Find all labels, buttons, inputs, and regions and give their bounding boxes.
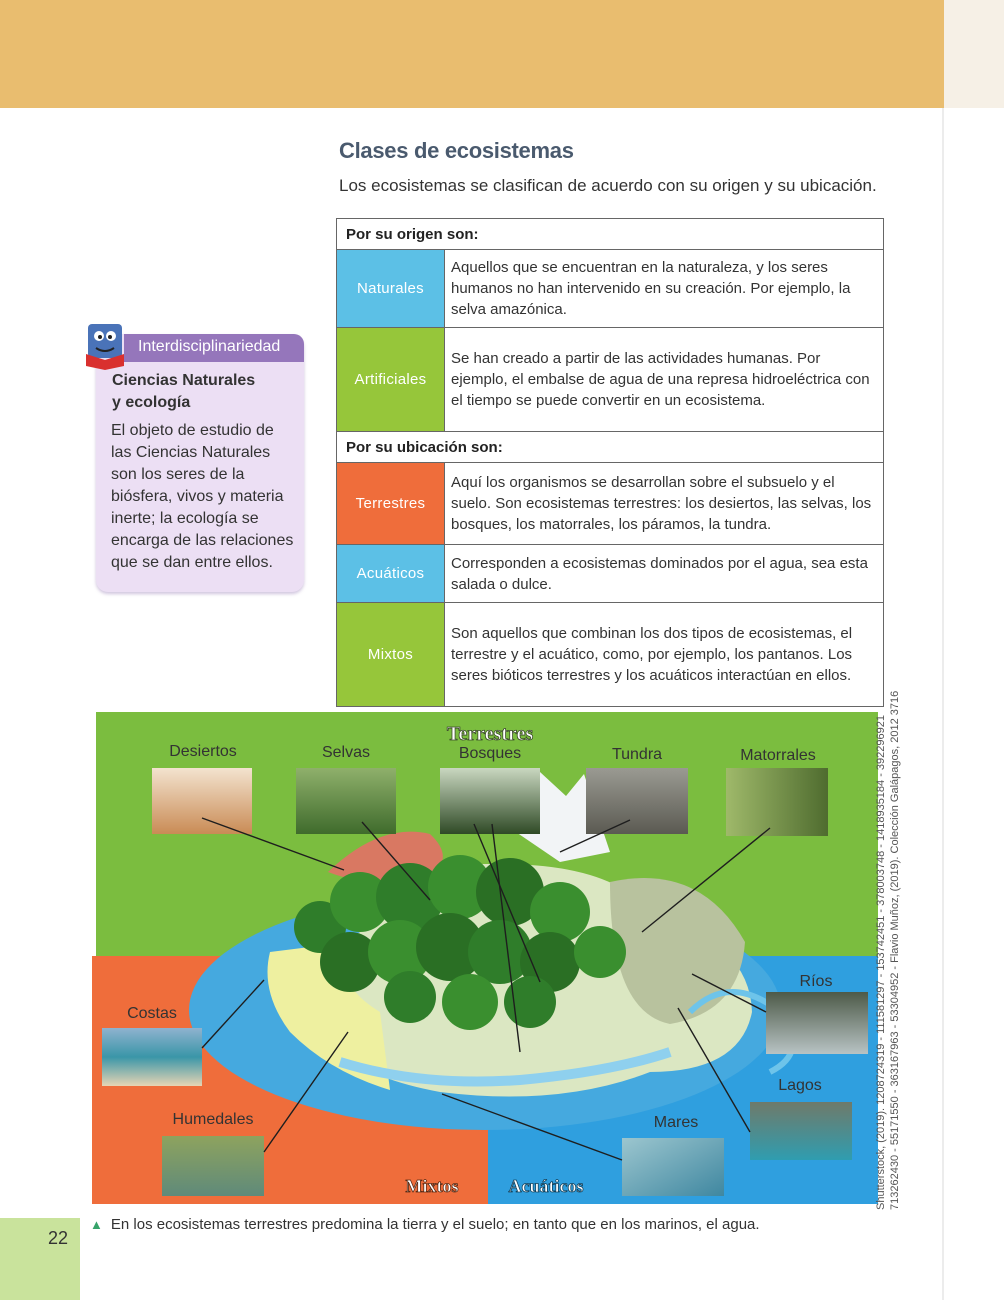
location-header-row bbox=[337, 432, 884, 463]
forest-photo bbox=[440, 768, 540, 834]
interdisciplinary-header: Interdisciplinariedad bbox=[138, 338, 281, 355]
sidebar-subtitle bbox=[112, 370, 292, 414]
shrubland-photo bbox=[726, 768, 828, 836]
table-row bbox=[337, 328, 884, 432]
table-row bbox=[337, 463, 884, 545]
label-naturales: Naturales bbox=[337, 250, 445, 328]
label-acuaticos: Acuáticos bbox=[337, 545, 445, 603]
sidebar-subtitle-line2: y ecología bbox=[112, 394, 191, 411]
label-lagos: Lagos bbox=[778, 1077, 822, 1094]
terrestrial-title: Terrestres bbox=[446, 723, 534, 745]
sea-photo bbox=[622, 1138, 724, 1196]
table-row bbox=[337, 250, 884, 328]
desc-naturales: Aquellos que se encuentran en la naturaleza, y los seres humanos no han intervenido en su creación. Por ejemplo, la selva amazónica. bbox=[445, 250, 884, 328]
triangle-icon: ▲ bbox=[90, 1217, 103, 1232]
sidebar-body: El objeto de estudio de las Ciencias Naturales son los seres de la biósfera, vivos y materia inerte; la ecología se encarga de las relaciones que se dan entre ellos. bbox=[111, 422, 294, 571]
caption-text: En los ecosistemas terrestres predomina la tierra y el suelo; en tanto que en los marinos, el agua. bbox=[110, 1216, 760, 1233]
table-row bbox=[337, 603, 884, 707]
book-mascot-icon bbox=[80, 316, 136, 372]
desc-mixtos: Son aquellos que combinan los dos tipos de ecosistemas, el terrestre y el acuático, como, por ejemplo, los pantanos. Los seres bióticos terrestres y los acuáticos interactúan en ellos. bbox=[445, 603, 884, 707]
credits-line1: Shutterstock, (2019). 1208724319 - 111581297 - 153742451 - 378003748 - 1418935184 - 392296921 bbox=[875, 715, 887, 1210]
sidebar-subtitle-line1: Ciencias Naturales bbox=[112, 372, 256, 389]
label-selvas: Selvas bbox=[321, 744, 371, 761]
lake-photo bbox=[750, 1102, 852, 1160]
desert-photo bbox=[152, 768, 252, 834]
label-matorrales: Matorrales bbox=[740, 747, 816, 764]
label-mixtos: Mixtos bbox=[337, 603, 445, 707]
label-mares: Mares bbox=[653, 1114, 699, 1131]
table-row bbox=[337, 545, 884, 603]
intro-text: Los ecosistemas se clasifican de acuerdo con su origen y su ubicación. bbox=[339, 176, 877, 195]
credits-line2: 713262430 - 55171550 - 363167963 - 53304952 - Flavio Muñoz, (2019). Colección Galápagos, 2012 3716 bbox=[889, 690, 901, 1210]
label-terrestres: Terrestres bbox=[337, 463, 445, 545]
label-humedales: Humedales bbox=[172, 1111, 254, 1128]
ecosystem-table bbox=[336, 218, 884, 707]
top-color-band bbox=[0, 0, 944, 108]
ecosystems-illustration bbox=[90, 712, 880, 1206]
label-bosques: Bosques bbox=[458, 745, 522, 762]
page-edge-rule bbox=[942, 108, 944, 1300]
photo-credits bbox=[874, 670, 902, 1210]
location-header: Por su ubicación son: bbox=[337, 432, 884, 463]
label-rios: Ríos bbox=[799, 973, 833, 990]
aquatic-title: Acuáticos bbox=[508, 1176, 584, 1196]
desc-artificiales: Se han creado a partir de las actividades humanas. Por ejemplo, el embalse de agua de una represa hidroeléctrica con el tiempo se puede convertir en un ecosistema. bbox=[445, 328, 884, 432]
figure-caption bbox=[90, 1216, 760, 1233]
mixed-title: Mixtos bbox=[405, 1176, 459, 1196]
page-title: Clases de ecosistemas bbox=[339, 138, 574, 163]
desc-terrestres: Aquí los organismos se desarrollan sobre el subsuelo y el suelo. Son ecosistemas terrestres: los desiertos, las selvas, los bosques, los matorrales, los páramos, la tundra. bbox=[445, 463, 884, 545]
label-desiertos: Desiertos bbox=[169, 743, 237, 760]
label-artificiales: Artificiales bbox=[337, 328, 445, 432]
desc-acuaticos: Corresponden a ecosistemas dominados por el agua, sea esta salada o dulce. bbox=[445, 545, 884, 603]
origin-header: Por su origen son: bbox=[337, 219, 884, 250]
tundra-photo bbox=[586, 768, 688, 834]
origin-header-row bbox=[337, 219, 884, 250]
river-photo bbox=[766, 992, 868, 1054]
label-tundra: Tundra bbox=[611, 746, 663, 763]
top-band-edge bbox=[944, 0, 1004, 108]
jungle-photo bbox=[296, 768, 396, 834]
page-number: 22 bbox=[48, 1228, 69, 1248]
coast-photo bbox=[102, 1028, 202, 1086]
label-costas: Costas bbox=[127, 1005, 177, 1022]
wetland-photo bbox=[162, 1136, 264, 1196]
